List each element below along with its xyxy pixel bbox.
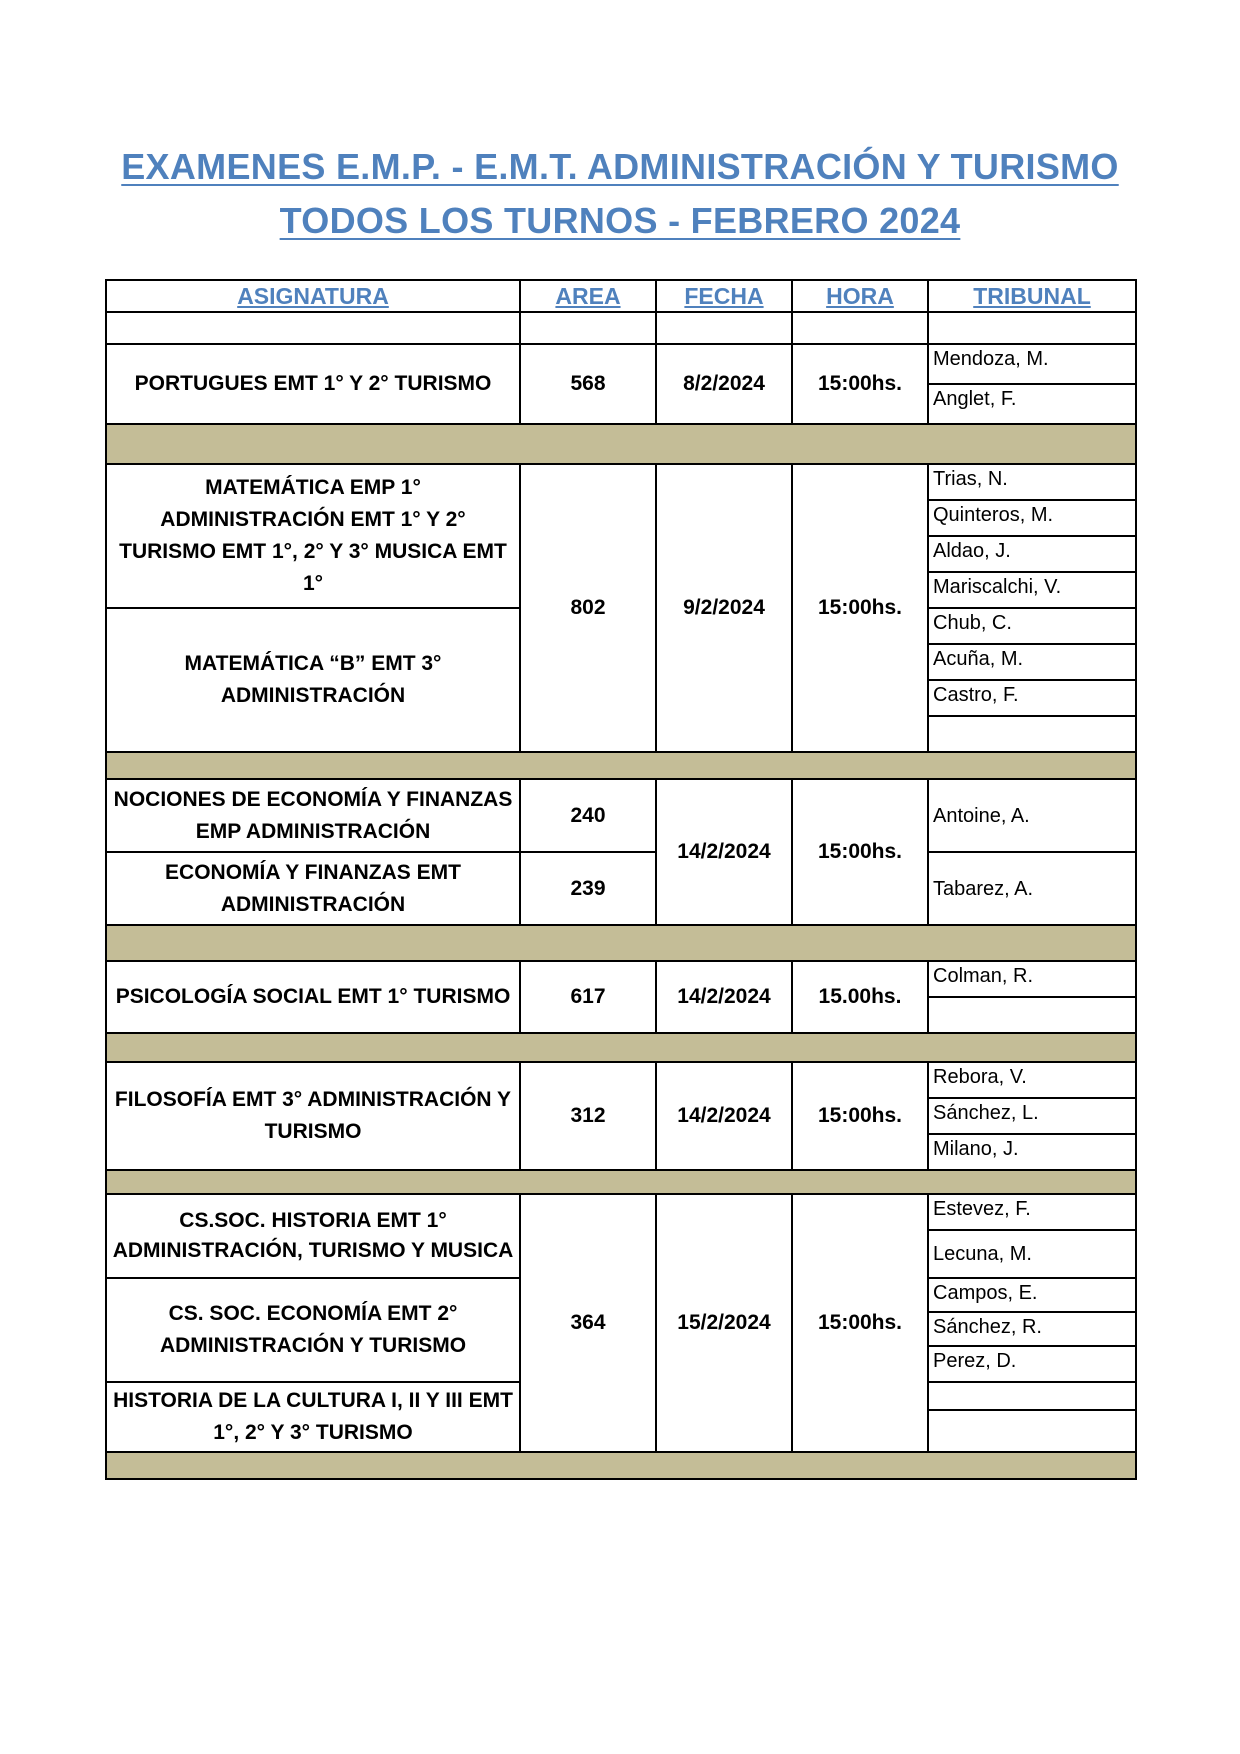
tribunal-member: Rebora, V.	[928, 1062, 1136, 1098]
separator-row	[106, 1170, 1136, 1194]
area-cell: 802	[520, 464, 656, 752]
date-cell: 8/2/2024	[656, 344, 792, 424]
area-cell: 239	[520, 852, 656, 925]
header-tribunal: TRIBUNAL	[928, 280, 1136, 312]
table-row	[106, 961, 1136, 997]
time-cell: 15:00hs.	[792, 1062, 928, 1170]
area-cell: 312	[520, 1062, 656, 1170]
tribunal-member: Quinteros, M.	[928, 500, 1136, 536]
separator-row	[106, 925, 1136, 961]
subject-cell: CS.SOC. HISTORIA EMT 1° ADMINISTRACIÓN, TURISMO Y MUSICA	[106, 1194, 520, 1278]
time-cell: 15.00hs.	[792, 961, 928, 1033]
tribunal-member: Lecuna, M.	[928, 1230, 1136, 1278]
table-row	[106, 1194, 1136, 1230]
subject-cell: PORTUGUES EMT 1° Y 2° TURISMO	[106, 344, 520, 424]
subject-cell: ECONOMÍA Y FINANZAS EMT ADMINISTRACIÓN	[106, 852, 520, 925]
exam-schedule-table	[105, 279, 1137, 1480]
tribunal-member: Antoine, A.	[928, 779, 1136, 852]
tribunal-member: Chub, C.	[928, 608, 1136, 644]
tribunal-member: Mariscalchi, V.	[928, 572, 1136, 608]
tribunal-member	[928, 1382, 1136, 1410]
table-row	[106, 464, 1136, 500]
tribunal-member: Colman, R.	[928, 961, 1136, 997]
time-cell: 15:00hs.	[792, 779, 928, 925]
time-cell: 15:00hs.	[792, 344, 928, 424]
subject-cell: PSICOLOGÍA SOCIAL EMT 1° TURISMO	[106, 961, 520, 1033]
header-fecha: FECHA	[656, 280, 792, 312]
area-cell: 568	[520, 344, 656, 424]
subject-cell: HISTORIA DE LA CULTURA I, II Y III EMT 1°, 2° Y 3° TURISMO	[106, 1382, 520, 1452]
tribunal-member: Campos, E.	[928, 1278, 1136, 1312]
subject-cell: CS. SOC. ECONOMÍA EMT 2° ADMINISTRACIÓN Y TURISMO	[106, 1278, 520, 1382]
tribunal-member: Sánchez, R.	[928, 1312, 1136, 1346]
separator-row	[106, 1452, 1136, 1479]
tribunal-member	[928, 997, 1136, 1033]
blank-row	[106, 312, 1136, 344]
tribunal-member: Sánchez, L.	[928, 1098, 1136, 1134]
tribunal-member: Mendoza, M.	[928, 344, 1136, 384]
tribunal-member	[928, 1410, 1136, 1452]
area-cell: 364	[520, 1194, 656, 1452]
date-cell: 14/2/2024	[656, 961, 792, 1033]
header-asignatura: ASIGNATURA	[106, 280, 520, 312]
header-row	[106, 280, 1136, 312]
document-title: EXAMENES E.M.P. - E.M.T. ADMINISTRACIÓN Y TURISMO	[121, 146, 1119, 187]
tribunal-member: Tabarez, A.	[928, 852, 1136, 925]
time-cell: 15:00hs.	[792, 464, 928, 752]
area-cell: 617	[520, 961, 656, 1033]
date-cell: 15/2/2024	[656, 1194, 792, 1452]
tribunal-member: Anglet, F.	[928, 384, 1136, 424]
separator-row	[106, 424, 1136, 464]
table-row	[106, 1062, 1136, 1098]
date-cell: 9/2/2024	[656, 464, 792, 752]
table-row	[106, 344, 1136, 384]
tribunal-member	[928, 716, 1136, 752]
separator-row	[106, 1033, 1136, 1062]
subject-cell: MATEMÁTICA EMP 1° ADMINISTRACIÓN EMT 1° Y 2° TURISMO EMT 1°, 2° Y 3° MUSICA EMT 1°	[106, 464, 520, 608]
tribunal-member: Milano, J.	[928, 1134, 1136, 1170]
date-cell: 14/2/2024	[656, 1062, 792, 1170]
date-cell: 14/2/2024	[656, 779, 792, 925]
document-subtitle: TODOS LOS TURNOS - FEBRERO 2024	[279, 200, 961, 241]
subject-cell: FILOSOFÍA EMT 3° ADMINISTRACIÓN Y TURISMO	[106, 1062, 520, 1170]
tribunal-member: Acuña, M.	[928, 644, 1136, 680]
header-hora: HORA	[792, 280, 928, 312]
subject-cell: MATEMÁTICA “B” EMT 3° ADMINISTRACIÓN	[106, 608, 520, 752]
separator-row	[106, 752, 1136, 779]
tribunal-member: Trias, N.	[928, 464, 1136, 500]
subject-cell: NOCIONES DE ECONOMÍA Y FINANZAS EMP ADMINISTRACIÓN	[106, 779, 520, 852]
time-cell: 15:00hs.	[792, 1194, 928, 1452]
tribunal-member: Estevez, F.	[928, 1194, 1136, 1230]
tribunal-member: Castro, F.	[928, 680, 1136, 716]
table-row	[106, 779, 1136, 852]
area-cell: 240	[520, 779, 656, 852]
tribunal-member: Aldao, J.	[928, 536, 1136, 572]
header-area: AREA	[520, 280, 656, 312]
tribunal-member: Perez, D.	[928, 1346, 1136, 1382]
